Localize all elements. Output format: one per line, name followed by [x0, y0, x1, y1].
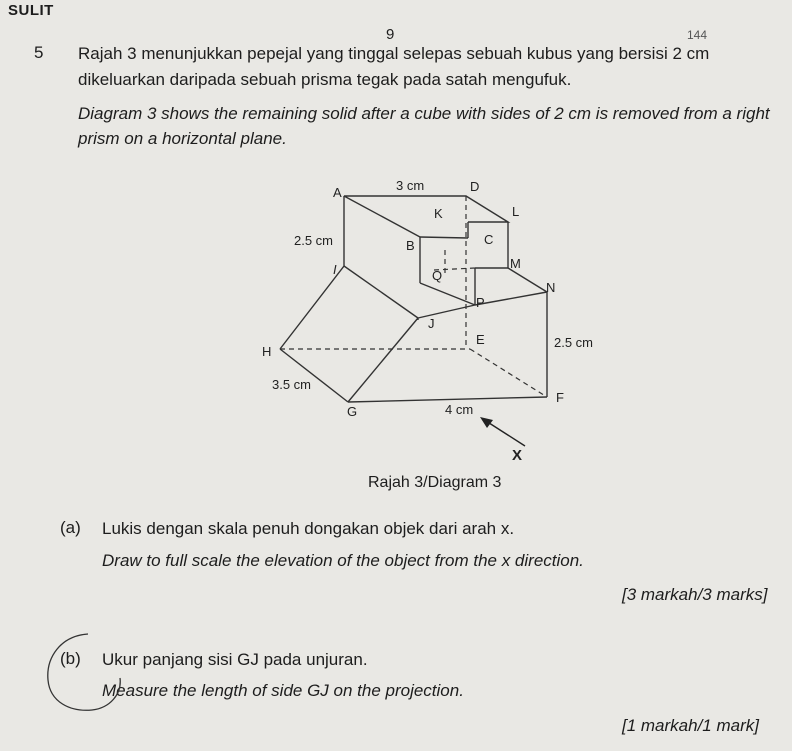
question-number: 5 — [34, 43, 44, 62]
part-a-ms: Lukis dengan skala penuh dongakan objek dari arah x. — [102, 519, 515, 538]
header-sulit: SULIT — [8, 2, 54, 19]
label-a: A — [333, 185, 342, 200]
label-e: E — [476, 332, 485, 347]
label-c: C — [484, 232, 494, 247]
part-a-en: Draw to full scale the elevation of the object from the x direction. — [102, 551, 584, 570]
page-number: 9 — [386, 26, 395, 43]
label-q: Q — [432, 268, 443, 283]
label-d: D — [470, 179, 480, 194]
question-ms-line-1: Rajah 3 menunjukkan pepejal yang tinggal selepas sebuah kubus yang bersisi 2 cm — [78, 44, 710, 63]
dim-left-upper: 2.5 cm — [294, 233, 334, 248]
part-b-en: Measure the length of side GJ on the projection. — [102, 681, 464, 700]
label-l: L — [512, 204, 520, 219]
diagram-caption: Rajah 3/Diagram 3 — [368, 474, 502, 491]
direction-arrow — [486, 421, 525, 446]
dim-bottom: 4 cm — [445, 402, 474, 417]
part-b-label: (b) — [60, 649, 81, 668]
part-b-ms: Ukur panjang sisi GJ pada unjuran. — [102, 650, 368, 669]
label-m: M — [510, 256, 521, 271]
page-number-right: 144 — [687, 28, 708, 42]
label-b: B — [406, 238, 415, 253]
label-p: P — [476, 295, 485, 310]
dim-bottom-left: 3.5 cm — [272, 377, 312, 392]
part-b-marks: [1 markah/1 mark] — [622, 716, 759, 735]
label-h: H — [262, 344, 272, 359]
part-a-marks: [3 markah/3 marks] — [622, 585, 768, 604]
question-en-line-2: prism on a horizontal plane. — [78, 129, 287, 148]
label-j: J — [428, 316, 435, 331]
label-f: F — [556, 390, 564, 405]
label-n: N — [546, 280, 556, 295]
label-i: I — [333, 262, 337, 277]
handwritten-circle — [40, 628, 130, 718]
label-g: G — [347, 404, 358, 419]
dim-right: 2.5 cm — [554, 335, 594, 350]
part-a-label: (a) — [60, 518, 81, 537]
question-ms-line-2: dikeluarkan daripada sebuah prisma tegak pada satah mengufuk. — [78, 70, 572, 89]
label-k: K — [434, 206, 443, 221]
label-x: X — [512, 447, 523, 464]
dim-top: 3 cm — [396, 178, 425, 193]
arrow-head-icon — [480, 417, 493, 428]
question-en-line-1: Diagram 3 shows the remaining solid after a cube with sides of 2 cm is removed from a right — [78, 104, 770, 123]
